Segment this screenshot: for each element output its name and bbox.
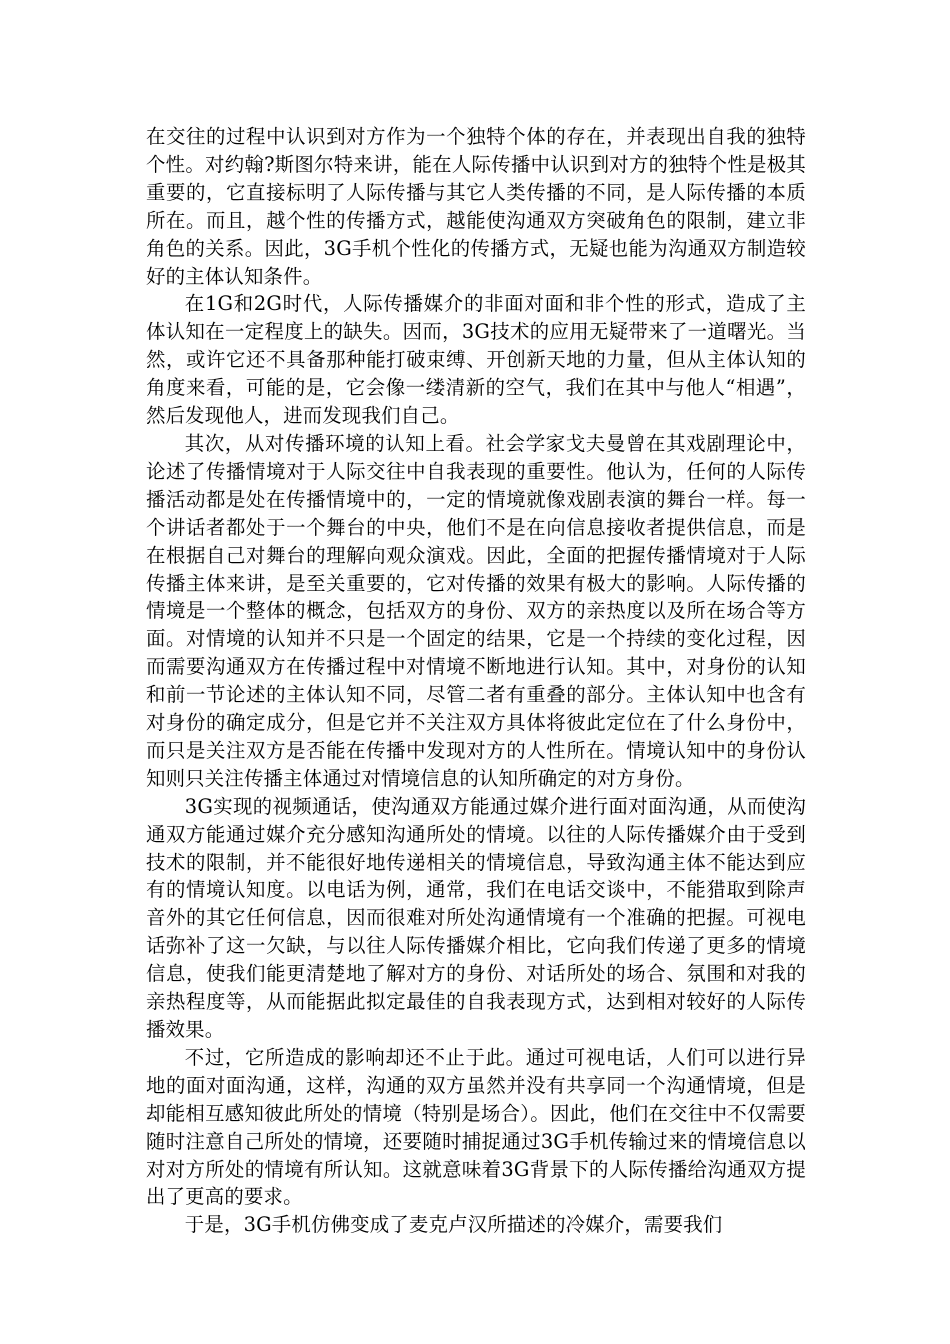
paragraph-remote-situation: 不过，它所造成的影响却还不止于此。通过可视电话，人们可以进行异地的面对面沟通，这样，沟通的双方虽然并没有共享同一个沟通情境，但是却能相互感知彼此所处的情境（特别是场合）。因此，他们在交往中不仅需要随时注意自己所处的情境，还要随时捕捉通过3G手机传输过来的情境信息以对对方所处的情境有所认知。这就意味着3G背景下的人际传播给沟通双方提出了更高的要求。 [146,1045,806,1209]
paragraph-video-call: 3G实现的视频通话，使沟通双方能通过媒介进行面对面沟通，从而使沟通双方能通过媒介充分感知沟通所处的情境。以往的人际传播媒介由于受到技术的限制，并不能很好地传递相关的情境信息，导致沟通主体不能达到应有的情境认知度。以电话为例，通常，我们在电话交谈中，不能猎取到除声音外的其它任何信息，因而很难对所处沟通情境有一个准确的把握。可视电话弥补了这一欠缺，与以往人际传播媒介相比，它向我们传递了更多的情境信息，使我们能更清楚地了解对方的身份、对话所处的场合、氛围和对我的亲热程度等，从而能据此拟定最佳的自我表现方式，达到相对较好的人际传播效果。 [146,794,806,1041]
paragraph-1g-2g-era: 在1G和2G时代，人际传播媒介的非面对面和非个性的形式，造成了主体认知在一定程度上的缺失。因而，3G技术的应用无疑带来了一道曙光。当然，或许它还不具备那种能打破束缚、开创新天地的力量，但从主体认知的角度来看，可能的是，它会像一缕清新的空气，我们在其中与他人“相遇”，然后发现他人，进而发现我们自己。 [146,292,806,428]
paragraph-communication-environment: 其次，从对传播环境的认知上看。社会学家戈夫曼曾在其戏剧理论中，论述了传播情境对于人际交往中自我表现的重要性。他认为，任何的人际传播活动都是处在传播情境中的，一定的情境就像戏剧表演的舞台一样。每一个讲话者都处于一个舞台的中央，他们不是在向信息接收者提供信息，而是在根据自己对舞台的理解向观众演戏。因此，全面的把握传播情境对于人际传播主体来讲，是至关重要的，它对传播的效果有极大的影响。人际传播的情境是一个整体的概念，包括双方的身份、双方的亲热度以及所在场合等方面。对情境的认知并不只是一个固定的结果，它是一个持续的变化过程，因而需要沟通双方在传播过程中对情境不断地进行认知。其中，对身份的认知和前一节论述的主体认知不同，尽管二者有重叠的部分。主体认知中也含有对身份的确定成分，但是它并不关注双方具体将彼此定位在了什么身份中，而只是关注双方是否能在传播中发现对方的人性所在。情境认知中的身份认知则只关注传播主体通过对情境信息的认知所确定的对方身份。 [146,431,806,790]
paragraph-continued: 在交往的过程中认识到对方作为一个独特个体的存在，并表现出自我的独特个性。对约翰?斯图尔特来讲，能在人际传播中认识到对方的独特个性是极其重要的，它直接标明了人际传播与其它人类传播的不同，是人际传播的本质所在。而且，越个性的传播方式，越能使沟通双方突破角色的限制，建立非角色的关系。因此，3G手机个性化的传播方式，无疑也能为沟通双方制造较好的主体认知条件。 [146,125,806,288]
document-body [146,123,806,1239]
paragraph-cold-media: 于是，3G手机仿佛变成了麦克卢汉所描述的冷媒介，需要我们 [184,1213,723,1237]
